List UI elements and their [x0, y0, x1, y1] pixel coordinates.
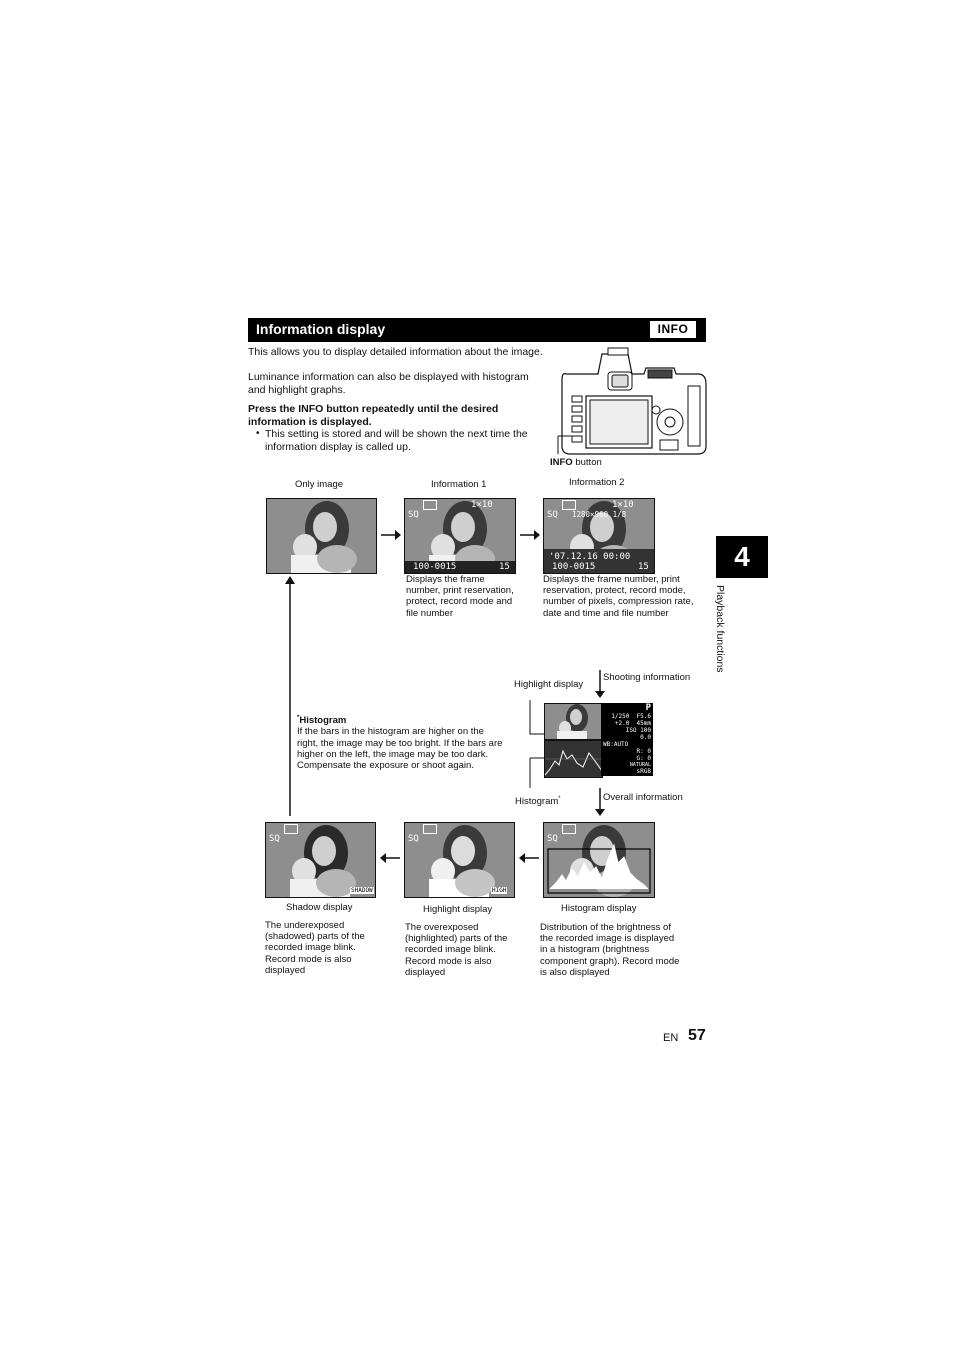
osd-record-mode: SQ	[408, 834, 419, 844]
caption-highlight-display: Highlight display	[423, 904, 493, 915]
protect-icon	[562, 500, 576, 510]
screen-only-image	[266, 498, 377, 574]
page-language: EN	[663, 1032, 679, 1044]
info-button-key: INFO	[550, 457, 573, 468]
bullet-text: This setting is stored and will be shown the next time the information display is called up.	[265, 428, 528, 453]
osd-file-number: 100-0015	[413, 562, 457, 572]
histogram-mini-chart	[545, 741, 602, 777]
panel-iso: ISO 100	[625, 727, 651, 734]
protect-icon	[562, 824, 576, 834]
panel-wb-g: G: 0	[636, 755, 651, 762]
osd-shadow-tag: SHADOW	[351, 887, 373, 894]
desc-highlight-display: The overexposed (highlighted) parts of the recorded image blink. Record mode is also displayed	[405, 922, 508, 978]
panel-picture-mode: NATURAL	[629, 762, 651, 768]
caption-shooting-information: Shooting information	[603, 672, 691, 683]
screen-information-1	[404, 498, 516, 574]
photo-mother-baby	[266, 823, 375, 897]
thumb-highlight	[544, 703, 603, 740]
osd-pixels: 1280×960 1/8	[572, 510, 627, 519]
screen-shadow-display	[265, 822, 376, 898]
arrow-left-2	[519, 852, 539, 864]
desc-information-1: Displays the frame number, print reservation, protect, record mode and file number	[406, 574, 514, 619]
arrow-right-1	[381, 529, 401, 541]
caption-information-2: Information 2	[569, 477, 625, 488]
osd-record-mode: SQ	[269, 834, 280, 844]
screen-information-2	[543, 498, 655, 574]
instruction-post: button repeatedly until the desired information is displayed.	[248, 403, 499, 428]
caption-information-1: Information 1	[431, 479, 487, 490]
chapter-tab: 4	[716, 536, 768, 578]
photo-mother-baby-thumb	[545, 704, 602, 739]
panel-exposure: 1/250 F5.6	[611, 713, 651, 720]
osd-record-mode: SQ	[547, 834, 558, 844]
osd-highlight-tag: HIGH	[492, 887, 507, 894]
caption-histogram: Histogram*	[515, 796, 561, 808]
panel-comp-focal: +2.0 45mm	[614, 720, 651, 727]
panel-wb-r: R: 0	[636, 748, 651, 755]
intro-line-1: This allows you to display detailed information about the image.	[248, 346, 543, 358]
desc-shadow-display: The underexposed (shadowed) parts of the recorded image blink. Record mode is also displayed	[265, 920, 365, 976]
desc-information-2: Displays the frame number, print reservation, protect, record mode, number of pixels, compression rate, date and time and file number	[543, 574, 694, 619]
thumb-histogram	[544, 740, 603, 778]
screen-histogram-display	[543, 822, 655, 898]
instruction-key: INFO	[298, 403, 324, 415]
intro-line-2: Luminance information can also be displayed with histogram and highlight graphs.	[248, 371, 529, 396]
caption-histogram-text: Histogram	[515, 796, 559, 808]
histogram-note-title-text: Histogram	[299, 715, 347, 727]
histogram-note-text: If the bars in the histogram are higher on the right, the image may be too bright. If the bars are higher on the left, the image may be too dark. Compensate the exposure or shoot again.	[297, 726, 503, 771]
panel-color-space: sRGB	[636, 768, 651, 775]
arrow-return-up	[284, 576, 296, 816]
osd-record-mode: SQ	[408, 510, 419, 520]
caption-only-image: Only image	[295, 479, 344, 490]
panel-flash-comp: 0.0	[640, 734, 651, 741]
protect-icon	[423, 500, 437, 510]
osd-frame-number: 15	[499, 562, 510, 572]
camera-back-illustration	[548, 346, 710, 462]
chapter-label: Playback functions	[714, 585, 726, 673]
histogram-note	[297, 713, 507, 771]
photo-mother-baby	[405, 823, 514, 897]
histogram-note-title: *Histogram	[297, 715, 347, 727]
page-number: 57	[688, 1027, 706, 1044]
protect-icon	[284, 824, 298, 834]
section-title: Information display	[256, 321, 386, 337]
instruction-pre: Press the	[248, 403, 299, 415]
osd-file-number: 100-0015	[552, 562, 596, 572]
caption-histogram-display: Histogram display	[561, 903, 637, 914]
arrow-right-2	[520, 529, 540, 541]
osd-date: '07.12.16 00:00	[549, 552, 631, 562]
photo-with-histogram	[544, 823, 654, 897]
photo-mother-baby	[267, 499, 376, 573]
shooting-info-panel	[601, 703, 653, 776]
osd-print-count: 1×10	[471, 500, 493, 510]
osd-record-mode: SQ	[547, 510, 558, 520]
osd-frame-number: 15	[638, 562, 649, 572]
info-button-label: button	[572, 457, 602, 468]
osd-print-count: 1×10	[612, 500, 634, 510]
info-button-callout	[550, 457, 602, 468]
section-title-bar	[248, 318, 706, 342]
caption-highlight-display-small: Highlight display	[514, 679, 584, 690]
panel-mode: P	[645, 703, 651, 713]
instruction	[248, 403, 528, 428]
bullet-dot: •	[256, 428, 260, 439]
protect-icon	[423, 824, 437, 834]
screen-highlight-display	[404, 822, 515, 898]
panel-wb: WB:AUTO	[603, 741, 629, 748]
arrow-left-1	[380, 852, 400, 864]
info-badge: INFO	[650, 321, 696, 338]
desc-histogram-display: Distribution of the brightness of the recorded image is displayed in a histogram (brightness component graph). Record mode is also displayed	[540, 922, 680, 978]
caption-overall-information: Overall information	[603, 792, 683, 803]
caption-shadow-display: Shadow display	[286, 902, 353, 913]
